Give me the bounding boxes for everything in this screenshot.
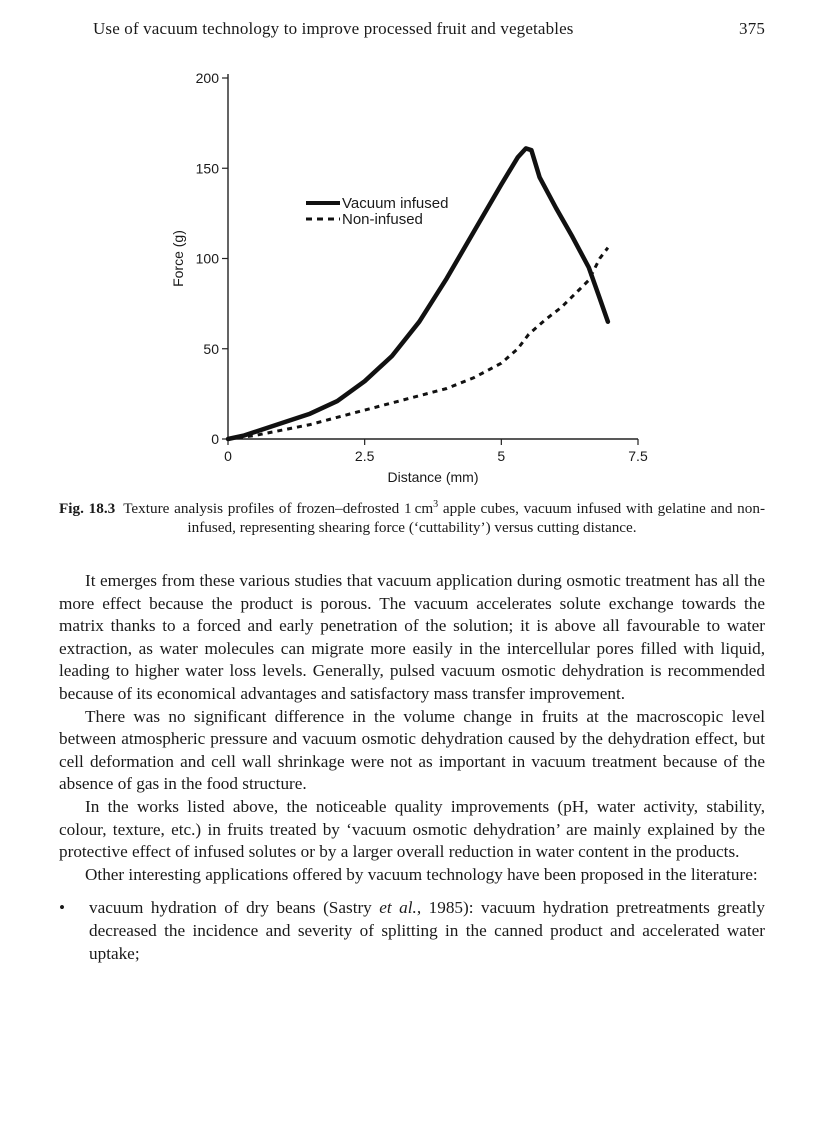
paragraph-2: There was no significant difference in the volume change in fruits at the macroscopic level between atmospheric pressure and vacuum osmotic dehydration caused by the dehydration effect, but cell deformation and cell wall shrinkage were not as important in vacuum treatment because of the absence of gas in the food structure.: [59, 706, 765, 794]
x-axis-label: Distance (mm): [387, 469, 479, 485]
paragraph-3: In the works listed above, the noticeable quality improvements (pH, water activity, stability, colour, texture, etc.) in fruits treated by ‘vacuum osmotic dehydration’ are mainly explained by the protective effect of infused solutes or by a larger overall reduction in water content in the products.: [59, 796, 765, 862]
running-title: Use of vacuum technology to improve processed fruit and vegetables: [93, 19, 574, 38]
bullet-list: [59, 897, 765, 965]
figure-18-3: [150, 62, 670, 492]
figure-caption: [59, 499, 765, 537]
y-tick-label: 0: [211, 431, 219, 447]
x-tick-label: 5: [497, 448, 506, 464]
y-tick-label: 150: [195, 160, 219, 177]
legend-label: Non-infused: [342, 211, 423, 228]
running-header: [93, 19, 765, 39]
series-line-vacuum-infused: [228, 148, 608, 439]
y-axis-label: Force (g): [170, 230, 186, 287]
list-item: [59, 897, 765, 965]
x-tick-label: 0: [224, 448, 232, 464]
x-tick-label: 2.5: [354, 448, 375, 464]
y-tick-label: 50: [203, 340, 219, 357]
paragraph-1: It emerges from these various studies that vacuum application during osmotic treatment has all the more effect because the product is porous. The vacuum accelerates solute exchange towards the matrix thanks to a forced and early penetration of the solution; it is above all favourable to water extraction, as water molecules can migrate more easily in the intercellular pores filled with liquid, leading to higher water loss levels. Generally, pulsed vacuum osmotic dehydration is recommended because of its economical advantages and satisfactory mass transfer improvement.: [59, 571, 765, 703]
line-chart: [150, 62, 670, 492]
paragraph-4: Other interesting applications offered by vacuum technology have been proposed in the literature:: [85, 864, 758, 884]
caption-text-start: Texture analysis profiles of frozen–defrosted 1 cm: [123, 500, 434, 517]
figure-label: Fig. 18.3: [59, 500, 116, 517]
list-item-citation-etal: et al.: [379, 898, 417, 918]
caption-superscript: 3: [433, 498, 439, 510]
y-tick-label: 100: [195, 250, 219, 267]
list-item-text-end: , 1985): vacuum hydration pretreatments greatly decreased the incidence and severity of splitting in the canned product and accelerated water uptake;: [89, 898, 765, 963]
caption-text-end: apple cubes, vacuum infused with gelatine and non-infused, representing shearing force (‘cuttability’) versus cutting distance.: [187, 500, 766, 536]
body-text: [59, 570, 765, 965]
x-tick-label: 7.5: [628, 448, 648, 464]
page-number: 375: [739, 19, 765, 38]
bullet-icon: •: [59, 898, 66, 918]
y-tick-label: 200: [195, 70, 219, 86]
list-item-text-start: vacuum hydration of dry beans (Sastry: [89, 898, 380, 918]
series-line-non-infused: [228, 248, 608, 439]
legend-label: Vacuum infused: [342, 195, 449, 212]
